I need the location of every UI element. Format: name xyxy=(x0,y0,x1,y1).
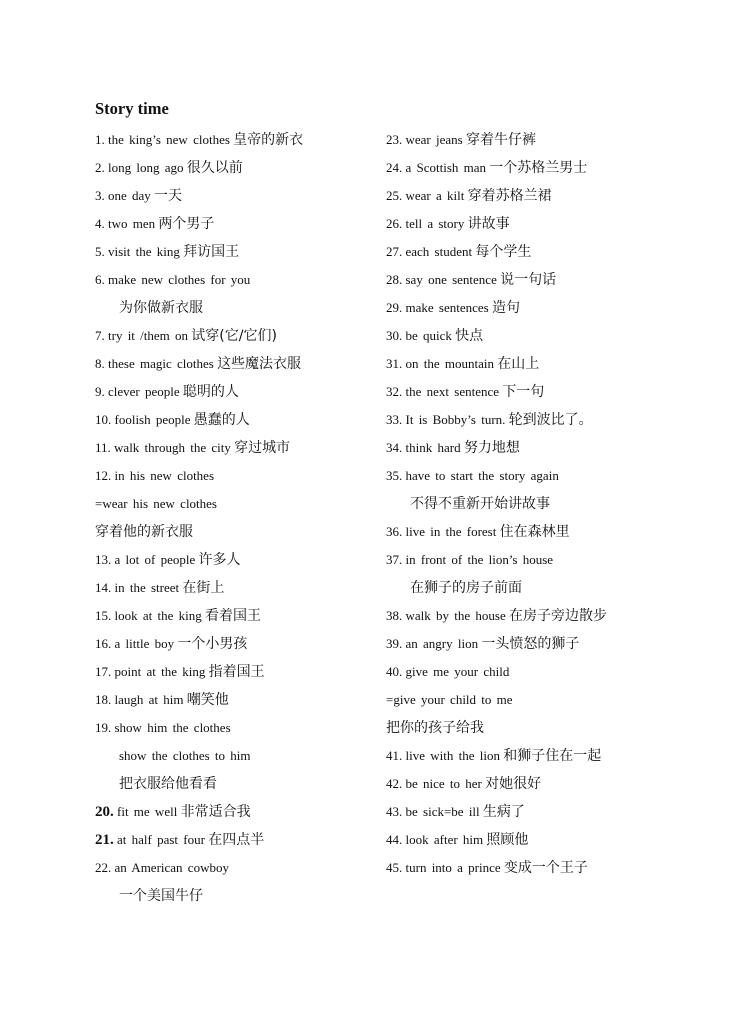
phrase-line xyxy=(386,462,686,490)
phrase-line xyxy=(95,574,380,602)
phrase-chinese: 很久以前 xyxy=(186,160,243,176)
phrase-number: 13. xyxy=(95,552,112,567)
phrase-chinese: 不得不重新开始讲故事 xyxy=(410,496,550,512)
phrase-line xyxy=(95,490,380,518)
phrase-chinese: 穿过城市 xyxy=(234,440,291,456)
phrase-line xyxy=(95,546,380,574)
phrase-line xyxy=(95,518,380,546)
phrase-english: show the clothes to him xyxy=(119,748,251,763)
phrase-line xyxy=(95,798,380,826)
phrase-english: in the street xyxy=(114,580,180,595)
phrase-line xyxy=(386,630,686,658)
phrase-number: 32. xyxy=(386,384,403,399)
phrase-line xyxy=(386,434,686,462)
phrase-line xyxy=(386,546,686,574)
phrase-chinese: 穿着牛仔裤 xyxy=(465,132,536,148)
phrase-line xyxy=(386,294,686,322)
phrase-english: point at the king xyxy=(114,664,206,679)
phrase-english: wear jeans xyxy=(405,132,463,147)
phrase-line xyxy=(386,210,686,238)
phrase-line xyxy=(386,658,686,686)
phrase-english: each student xyxy=(405,244,473,259)
phrase-english: tell a story xyxy=(405,216,465,231)
phrase-chinese: 愚蠢的人 xyxy=(193,412,250,428)
phrase-chinese: 下一句 xyxy=(502,384,545,400)
phrase-chinese: 穿着他的新衣服 xyxy=(95,524,193,540)
phrase-english: be sick=be ill xyxy=(405,804,480,819)
phrase-number: 14. xyxy=(95,580,112,595)
phrase-chinese: 看着国王 xyxy=(205,608,261,624)
phrase-number: 12. xyxy=(95,468,112,483)
phrase-chinese: 变成一个王子 xyxy=(503,860,588,876)
phrase-number: 9. xyxy=(95,384,105,399)
phrase-line xyxy=(95,126,380,154)
phrase-english: the king’s new clothes xyxy=(108,132,230,147)
phrase-number: 42. xyxy=(386,776,403,791)
phrase-number: 31. xyxy=(386,356,403,371)
phrase-number: 45. xyxy=(386,860,403,875)
phrase-number: 18. xyxy=(95,692,112,707)
phrase-line xyxy=(386,686,686,714)
phrase-number: 41. xyxy=(386,748,403,763)
phrase-chinese: 把衣服给他看看 xyxy=(119,776,217,792)
phrase-chinese: 和狮子住在一起 xyxy=(503,748,602,764)
phrase-number: 36. xyxy=(386,524,403,539)
phrase-english: say one sentence xyxy=(405,272,497,287)
phrase-english: at half past four xyxy=(117,832,205,847)
phrase-line xyxy=(95,658,380,686)
phrase-english: look after him xyxy=(405,832,484,847)
phrase-line xyxy=(386,266,686,294)
phrase-english: these magic clothes xyxy=(108,356,214,371)
phrase-english: walk through the city xyxy=(114,440,231,455)
phrase-line xyxy=(95,602,380,630)
phrase-line xyxy=(95,770,380,798)
phrase-chinese: 一个美国牛仔 xyxy=(119,888,203,904)
phrase-chinese: 拜访国王 xyxy=(183,244,240,260)
phrase-english: think hard xyxy=(405,440,461,455)
phrase-number: 7. xyxy=(95,328,105,343)
phrase-number: 26. xyxy=(386,216,403,231)
phrase-line xyxy=(95,686,380,714)
phrase-english: a lot of people xyxy=(114,552,196,567)
phrase-number: 21. xyxy=(95,832,114,848)
phrase-line xyxy=(386,714,686,742)
phrase-line xyxy=(95,882,380,910)
phrase-chinese: 一个苏格兰男士 xyxy=(489,160,588,176)
phrase-chinese: 住在森林里 xyxy=(499,524,570,540)
phrase-line xyxy=(95,378,380,406)
phrase-line xyxy=(95,350,380,378)
phrase-line xyxy=(95,826,380,854)
phrase-line xyxy=(386,322,686,350)
phrase-english: an American cowboy xyxy=(114,860,229,875)
phrase-line xyxy=(95,854,380,882)
phrase-chinese: 讲故事 xyxy=(467,216,510,232)
phrase-chinese: 一天 xyxy=(154,188,183,204)
phrase-line xyxy=(386,770,686,798)
phrase-line xyxy=(386,154,686,182)
phrase-number: 35. xyxy=(386,468,403,483)
phrase-english: clever people xyxy=(108,384,180,399)
phrase-line xyxy=(386,742,686,770)
phrase-english: fit me well xyxy=(117,804,178,819)
phrase-chinese: 两个男子 xyxy=(158,216,215,232)
phrase-english: long long ago xyxy=(108,160,184,175)
phrase-line xyxy=(386,574,686,602)
phrase-number: 38. xyxy=(386,608,403,623)
phrase-english: in his new clothes xyxy=(114,468,215,483)
phrase-line xyxy=(95,462,380,490)
phrase-number: 2. xyxy=(95,160,105,175)
phrase-english: a little boy xyxy=(114,636,175,651)
phrase-line xyxy=(95,322,380,350)
phrase-number: 44. xyxy=(386,832,403,847)
phrase-chinese: 对她很好 xyxy=(485,776,542,792)
phrase-english: be quick xyxy=(405,328,452,343)
phrase-english: be nice to her xyxy=(405,776,482,791)
phrase-line xyxy=(386,350,686,378)
phrase-number: 3. xyxy=(95,188,105,203)
phrase-number: 17. xyxy=(95,664,112,679)
section-title: Story time xyxy=(95,99,169,118)
phrase-number: 28. xyxy=(386,272,403,287)
phrase-chinese: 嘲笑他 xyxy=(186,692,229,708)
phrase-chinese: 照顾他 xyxy=(486,832,529,848)
phrase-chinese: 每个学生 xyxy=(475,244,532,260)
phrase-number: 30. xyxy=(386,328,403,343)
phrase-chinese: 努力地想 xyxy=(463,440,520,456)
phrase-english: foolish people xyxy=(114,412,191,427)
phrase-english: have to start the story again xyxy=(405,468,559,483)
phrase-english: live in the forest xyxy=(405,524,497,539)
phrase-chinese: 在狮子的房子前面 xyxy=(410,580,522,596)
phrase-line xyxy=(95,630,380,658)
phrase-chinese: 皇帝的新衣 xyxy=(233,132,304,148)
phrase-english: two men xyxy=(108,216,156,231)
phrase-line xyxy=(95,406,380,434)
phrase-line xyxy=(95,742,380,770)
phrase-line xyxy=(95,434,380,462)
phrase-chinese: 一头愤怒的狮子 xyxy=(481,636,580,652)
phrase-number: 37. xyxy=(386,552,403,567)
phrase-english: one day xyxy=(108,188,151,203)
phrase-english: visit the king xyxy=(108,244,180,259)
phrase-english: show him the clothes xyxy=(114,720,231,735)
phrase-number: 19. xyxy=(95,720,112,735)
phrase-english: laugh at him xyxy=(114,692,184,707)
phrase-chinese: 许多人 xyxy=(198,552,241,568)
phrase-english: the next sentence xyxy=(405,384,500,399)
phrase-english: a Scottish man xyxy=(405,160,487,175)
phrase-chinese: 轮到波比了。 xyxy=(508,412,593,428)
phrase-english: live with the lion xyxy=(405,748,500,763)
phrase-number: 29. xyxy=(386,300,403,315)
phrase-english: try it /them on xyxy=(108,328,189,343)
phrase-chinese: 造句 xyxy=(491,300,520,316)
phrase-number: 34. xyxy=(386,440,403,455)
phrase-line xyxy=(386,182,686,210)
phrase-line xyxy=(386,238,686,266)
phrase-chinese: 试穿(它/它们) xyxy=(191,328,277,344)
phrase-line xyxy=(386,378,686,406)
phrase-english: on the mountain xyxy=(405,356,494,371)
phrase-number: 24. xyxy=(386,160,403,175)
phrase-line xyxy=(386,602,686,630)
phrase-list-right xyxy=(386,126,686,882)
phrase-number: 39. xyxy=(386,636,403,651)
phrase-chinese: 在街上 xyxy=(182,580,225,596)
phrase-english: =wear his new clothes xyxy=(95,496,217,511)
phrase-number: 11. xyxy=(95,440,111,455)
phrase-chinese: 为你做新衣服 xyxy=(119,300,203,316)
phrase-chinese: 非常适合我 xyxy=(180,804,251,820)
phrase-chinese: 穿着苏格兰裙 xyxy=(467,188,552,204)
phrase-chinese: 这些魔法衣服 xyxy=(217,356,302,372)
phrase-english: make new clothes for you xyxy=(108,272,251,287)
phrase-number: 25. xyxy=(386,188,403,203)
phrase-chinese: 聪明的人 xyxy=(182,384,239,400)
phrase-english: turn into a prince xyxy=(405,860,501,875)
phrase-english: =give your child to me xyxy=(386,692,513,707)
phrase-number: 5. xyxy=(95,244,105,259)
phrase-english: walk by the house xyxy=(405,608,506,623)
phrase-line xyxy=(386,490,686,518)
phrase-chinese: 生病了 xyxy=(482,804,525,820)
phrase-english: wear a kilt xyxy=(405,188,465,203)
phrase-line xyxy=(95,294,380,322)
phrase-chinese: 在山上 xyxy=(497,356,540,372)
phrase-chinese: 把你的孩子给我 xyxy=(386,720,484,736)
phrase-line xyxy=(386,798,686,826)
phrase-number: 8. xyxy=(95,356,105,371)
phrase-number: 27. xyxy=(386,244,403,259)
phrase-line xyxy=(386,406,686,434)
phrase-number: 15. xyxy=(95,608,112,623)
phrase-number: 20. xyxy=(95,804,114,820)
phrase-line xyxy=(386,854,686,882)
phrase-number: 33. xyxy=(386,412,403,427)
phrase-line xyxy=(95,154,380,182)
phrase-line xyxy=(386,126,686,154)
phrase-number: 4. xyxy=(95,216,105,231)
phrase-number: 16. xyxy=(95,636,112,651)
phrase-chinese: 在四点半 xyxy=(208,832,265,848)
phrase-line xyxy=(386,518,686,546)
phrase-chinese: 快点 xyxy=(455,328,484,344)
phrase-english: make sentences xyxy=(405,300,489,315)
phrase-line xyxy=(95,714,380,742)
phrase-english: in front of the lion’s house xyxy=(405,552,554,567)
phrase-number: 43. xyxy=(386,804,403,819)
phrase-english: give me your child xyxy=(405,664,510,679)
phrase-chinese: 说一句话 xyxy=(500,272,557,288)
phrase-line xyxy=(95,182,380,210)
phrase-english: look at the king xyxy=(114,608,202,623)
phrase-number: 10. xyxy=(95,412,112,427)
phrase-number: 22. xyxy=(95,860,112,875)
phrase-number: 6. xyxy=(95,272,105,287)
phrase-number: 40. xyxy=(386,664,403,679)
phrase-list-left xyxy=(95,126,380,910)
phrase-line xyxy=(386,826,686,854)
phrase-line xyxy=(95,266,380,294)
phrase-line xyxy=(95,238,380,266)
phrase-number: 23. xyxy=(386,132,403,147)
phrase-number: 1. xyxy=(95,132,105,147)
phrase-chinese: 一个小男孩 xyxy=(177,636,248,652)
phrase-chinese: 指着国王 xyxy=(208,664,265,680)
phrase-english: an angry lion xyxy=(405,636,479,651)
phrase-english: It is Bobby’s turn. xyxy=(405,412,506,427)
phrase-line xyxy=(95,210,380,238)
phrase-chinese: 在房子旁边散步 xyxy=(508,608,607,624)
